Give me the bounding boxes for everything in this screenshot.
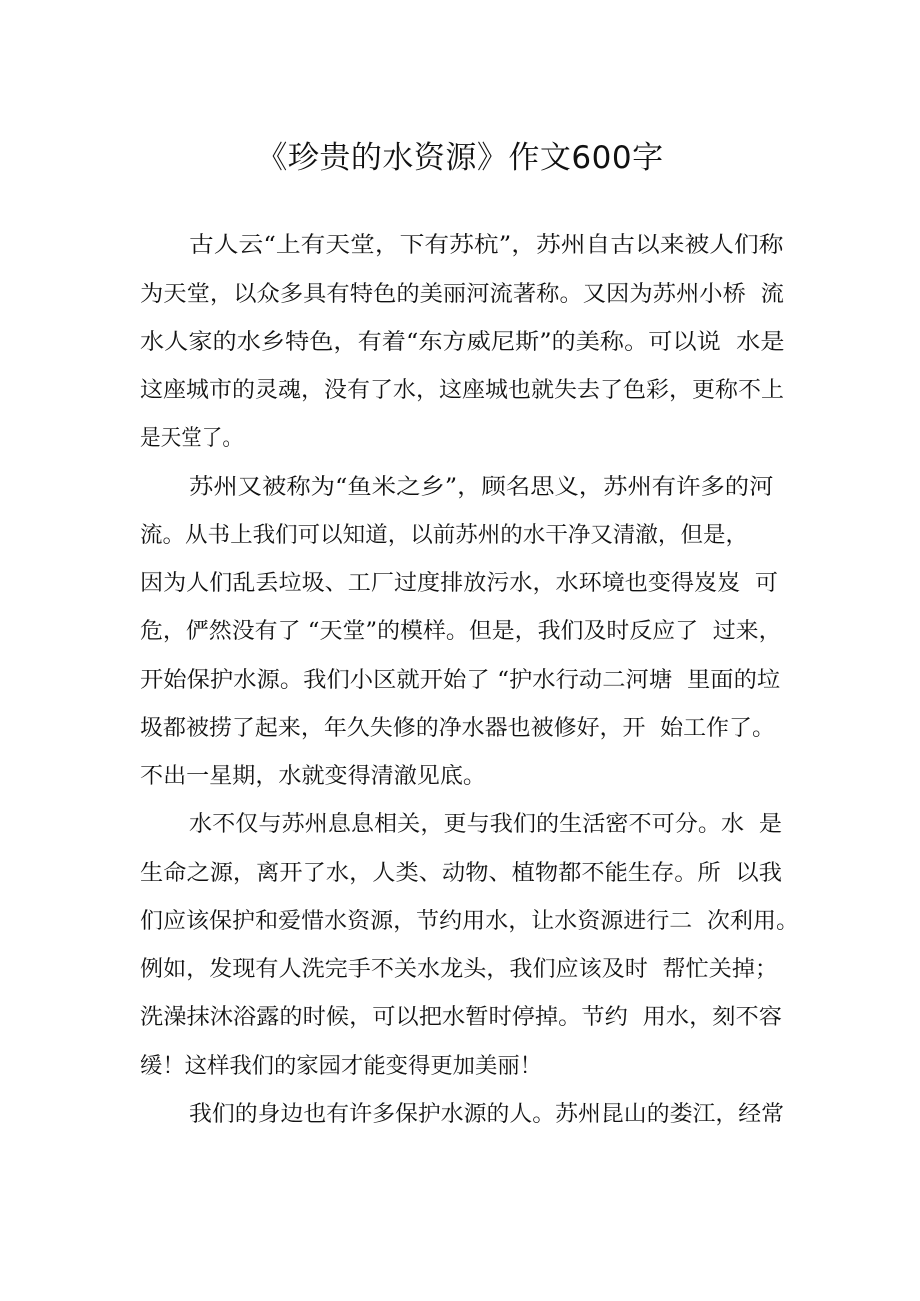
text-line: 古人云“上有天堂，下有苏杭”，苏州自古以来被人们称 — [189, 233, 784, 258]
text-line: 例如，发现有人洗完手不关水龙头，我们应该及时 帮忙关掉； — [140, 957, 778, 982]
text-line: 缓！这样我们的家园才能变得更加美丽！ — [140, 1054, 543, 1079]
text-line: 开始保护水源。我们小区就开始了 “护水行动二河塘 里面的垃 — [140, 668, 781, 693]
text-line: 是天堂了。 — [140, 426, 244, 451]
text-line: 们应该保护和爱惜水资源，节约用水，让水资源进行二 次利用。 — [140, 909, 799, 934]
text-line: 苏州又被称为“鱼米之乡”，顾名思义，苏州有许多的河 — [189, 475, 774, 500]
text-line: 生命之源，离开了水，人类、动物、植物都不能生存。所 以我 — [140, 861, 782, 886]
text-line: 为天堂，以众多具有特色的美丽河流著称。又因为苏州小桥 流 — [140, 282, 784, 307]
text-line: 水人家的水乡特色，有着“东方威尼斯”的美称。可以说 水是 — [140, 330, 785, 355]
text-line: 我们的身边也有许多保护水源的人。苏州昆山的娄江，经常 — [189, 1102, 785, 1127]
text-line: 洗澡抹沐浴露的时候，可以把水暂时停掉。节约 用水，刻不容 — [140, 1005, 782, 1030]
text-line: 因为人们乱丢垃圾、工厂过度排放污水，水环境也变得岌岌 可 — [140, 571, 778, 596]
document-title: 《珍贵的水资源》作文600字 — [256, 140, 664, 176]
text-line: 这座城市的灵魂，没有了水，这座城也就失去了色彩，更称不上 — [140, 378, 785, 403]
text-line: 流。从书上我们可以知道，以前苏州的水干净又清澈，但是， — [140, 523, 749, 548]
text-line: 水不仅与苏州息息相关，更与我们的生活密不可分。水 是 — [189, 812, 782, 837]
text-line: 圾都被捞了起来，年久失修的净水器也被修好，开 始工作了。 — [140, 716, 775, 741]
text-line: 危，俨然没有了 “天堂”的模样。但是，我们及时反应了 过来， — [140, 619, 782, 644]
text-line: 不出一星期，水就变得清澈见底。 — [140, 764, 487, 789]
